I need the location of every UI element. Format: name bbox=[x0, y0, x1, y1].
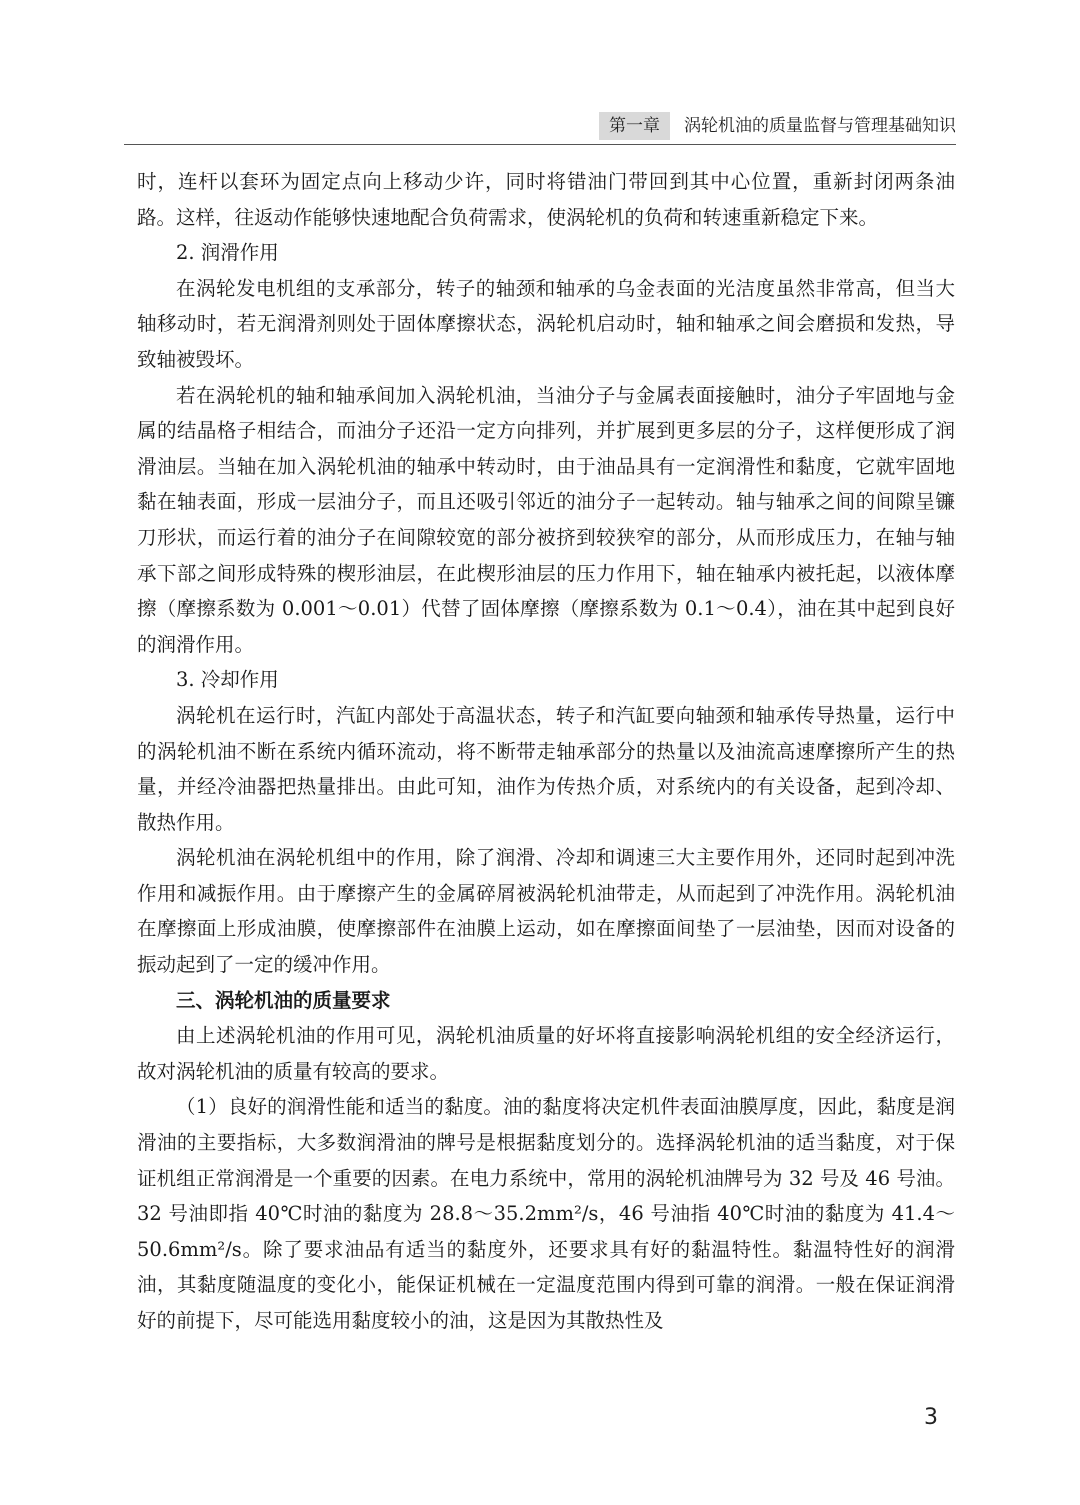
chapter-number: 第一章 bbox=[599, 112, 670, 140]
section-heading-quality-requirements: 三、涡轮机油的质量要求 bbox=[176, 988, 391, 1012]
paragraph: （1）良好的润滑性能和适当的黏度。油的黏度将决定机件表面油膜厚度，因此，黏度是润滑油的主要指标，大多数润滑油的牌号是根据黏度划分的。选择涡轮机油的适当黏度，对于保证机组正常润滑是一个重要的因素。在电力系统中，常用的涡轮机油牌号为 32 号及 46 号油。32 号油即指 40℃时油的黏度为 28.8～35.2mm²/s，46 号油指 40℃时油的黏度为 41.4～50.6mm²/s。除了要求油品有适当的黏度外，还要求具有好的黏温特性。黏温特性好的润滑油，其黏度随温度的变化小，能保证机械在一定温度范围内得到可靠的润滑。一般在保证润滑好的前提下，尽可能选用黏度较小的油，这是因为其散热性及 bbox=[137, 1095, 955, 1332]
chapter-title: 涡轮机油的质量监督与管理基础知识 bbox=[684, 116, 956, 136]
subheading-lubrication: 2. 润滑作用 bbox=[176, 241, 279, 265]
page-number: 3 bbox=[924, 1405, 938, 1430]
paragraph-continued: 时，连杆以套环为固定点向上移动少许，同时将错油门带回到其中心位置，重新封闭两条油路。这样，往返动作能够快速地配合负荷需求，使涡轮机的负荷和转速重新稳定下来。 bbox=[137, 170, 955, 229]
running-header bbox=[599, 112, 956, 140]
paragraph: 由上述涡轮机油的作用可见，涡轮机油质量的好坏将直接影响涡轮机组的安全经济运行，故对涡轮机油的质量有较高的要求。 bbox=[137, 1024, 955, 1083]
paragraph: 在涡轮发电机组的支承部分，转子的轴颈和轴承的乌金表面的光洁度虽然非常高，但当大轴移动时，若无润滑剂则处于固体摩擦状态，涡轮机启动时，轴和轴承之间会磨损和发热，导致轴被毁坏。 bbox=[137, 276, 955, 371]
paragraph: 涡轮机油在涡轮机组中的作用，除了润滑、冷却和调速三大主要作用外，还同时起到冲洗作用和减振作用。由于摩擦产生的金属碎屑被涡轮机油带走，从而起到了冲洗作用。涡轮机油在摩擦面上形成油膜，使摩擦部件在油膜上运动，如在摩擦面间垫了一层油垫，因而对设备的振动起到了一定的缓冲作用。 bbox=[137, 846, 955, 977]
paragraph: 涡轮机在运行时，汽缸内部处于高温状态，转子和汽缸要向轴颈和轴承传导热量，运行中的涡轮机油不断在系统内循环流动，将不断带走轴承部分的热量以及油流高速摩擦所产生的热量，并经冷油器把热量排出。由此可知，油作为传热介质，对系统内的有关设备，起到冷却、散热作用。 bbox=[137, 703, 955, 834]
header-rule bbox=[124, 144, 956, 145]
page-body bbox=[137, 164, 955, 1339]
paragraph: 若在涡轮机的轴和轴承间加入涡轮机油，当油分子与金属表面接触时，油分子牢固地与金属的结晶格子相结合，而油分子还沿一定方向排列，并扩展到更多层的分子，这样便形成了润滑油层。当轴在加入涡轮机油的轴承中转动时，由于油品具有一定润滑性和黏度，它就牢固地黏在轴表面，形成一层油分子，而且还吸引邻近的油分子一起转动。轴与轴承之间的间隙呈镰刀形状，而运行着的油分子在间隙较宽的部分被挤到较狭窄的部分，从而形成压力，在轴与轴承下部之间形成特殊的楔形油层，在此楔形油层的压力作用下，轴在轴承内被托起，以液体摩擦（摩擦系数为 0.001～0.01）代替了固体摩擦（摩擦系数为 0.1～0.4），油在其中起到良好的润滑作用。 bbox=[137, 383, 955, 656]
subheading-cooling: 3. 冷却作用 bbox=[176, 668, 279, 692]
